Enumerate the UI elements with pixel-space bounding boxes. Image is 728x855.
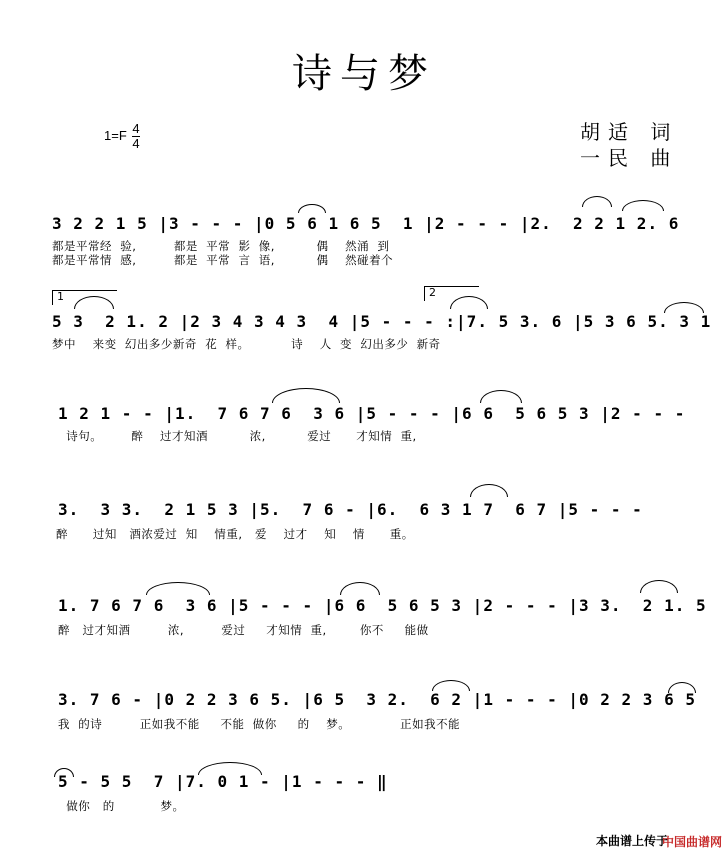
lyrics-row-3: 诗句。 醉 过才知酒 浓, 爱过 才知情 重, [58,429,417,443]
time-signature [132,122,139,151]
composer-credit: 一民 曲 [580,146,679,170]
slur [664,302,704,313]
notation-row-2: 5 3 2 1. 2 |2 3 4 3 4 3 4 |5 - - - :|7. 5 3. 6 |5 3 6 5. 3 1 [52,312,712,331]
slur [668,682,696,693]
slur [582,196,612,207]
notation-row-3: 1 2 1 - - |1. 7 6 7 6 3 6 |5 - - - |6 6 5 6 5 3 |2 - - - [58,404,686,423]
slur [432,680,470,691]
lyrics-row-6: 我 的诗 正如我不能 不能 做你 的 梦。 正如我不能 [58,717,461,731]
notation-row-1: 3 2 2 1 5 |3 - - - |0 5 6 1 6 5 1 |2 - - - |2. 2 2 1 2. 6 [52,214,680,233]
slur [272,388,340,403]
lyrics-row-5: 醉 过才知酒 浓, 爱过 才知情 重, 你不 能做 [58,623,429,637]
notation-row-5: 1. 7 6 7 6 3 6 |5 - - - |6 6 5 6 5 3 |2 - - - |3 3. 2 1. 5 [58,596,707,615]
slur [146,582,210,595]
upload-note: 本曲谱上传于 [595,834,668,848]
lyricist-credit: 胡适 词 [580,120,679,144]
song-title: 诗与梦 [292,51,436,97]
lyrics-row-1-verse-2: 都是平常情 感, 都是 平常 言 语, 偶 然碰着个 [52,253,394,267]
slur [198,762,262,775]
slur [470,484,508,497]
lyrics-row-4: 醉 过知 酒浓爱过 知 情重, 爱 过才 知 情 重。 [56,527,414,541]
slur [298,204,326,213]
slur [340,582,380,595]
time-numerator: 4 [132,121,140,136]
notation-row-6: 3. 7 6 - |0 2 2 3 6 5. |6 5 3 2. 6 2 |1 - - - |0 2 2 3 6 5 [58,690,696,709]
notation-row-4: 3. 3 3. 2 1 5 3 |5. 7 6 - |6. 6 3 1 7 6 7 |5 - - - [58,500,643,519]
slur [622,200,664,211]
notation-row-7: 5 - 5 5 7 |7. 0 1 - |1 - - - ‖ [58,772,388,791]
lyrics-row-1-verse-1: 都是平常经 验, 都是 平常 影 像, 偶 然涌 到 [52,239,390,253]
key-signature [104,122,140,151]
slur [640,580,678,593]
site-logo: 中国曲谱网 [661,835,722,849]
lyrics-row-7: 做你 的 梦。 [58,799,185,813]
first-ending-number: 1 [57,290,64,303]
time-denominator: 4 [132,136,140,151]
slur [480,390,522,403]
lyrics-row-2: 梦中 来变 幻出多少新奇 花 样。 诗 人 变 幻出多少 新奇 [52,337,441,351]
key-label: 1=F [104,127,127,143]
second-ending-number: 2 [429,286,436,299]
